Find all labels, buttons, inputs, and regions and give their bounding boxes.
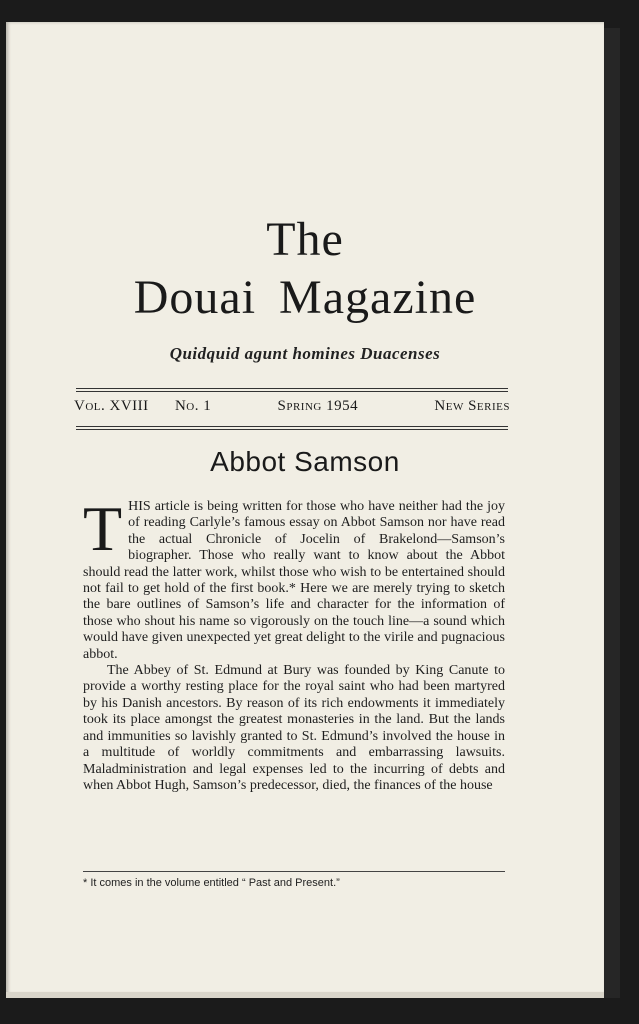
- divider-rule: [76, 388, 508, 389]
- issue-season: Spring 1954: [277, 398, 359, 414]
- article-title: Abbot Samson: [210, 446, 400, 477]
- article-paragraph-1: [83, 493, 505, 663]
- masthead-title-the: The: [266, 213, 344, 266]
- paragraph-1-text: HIS article is being written for those who have neither had the joy of reading Carlyle’s famous essay on Abbot Samson nor have read the actual Chronicle of Jocelin of Brakelond—Samson’s biographer. Those who really want to know about the Abbot should read the latter work, whilst those who wish to be entertained should not fail to get hold of the first book.* Here we are merely trying to sketch the bare outlines of Samson’s life and character for the information of those who shout his name so vigorously on the touch line—a sound which would have given unexpected yet great delight to the virile and pugnacious abbot.: [83, 499, 505, 662]
- masthead-motto: Quidquid agunt homines Duacenses: [169, 344, 441, 363]
- page-edge: [6, 992, 604, 998]
- divider-rule: [76, 429, 508, 430]
- drop-cap: T: [83, 493, 123, 564]
- footnote-divider: [83, 871, 505, 872]
- issue-volume: Vol. XVIII: [74, 398, 149, 414]
- divider-rule: [76, 426, 508, 427]
- article-body: [83, 493, 505, 794]
- issue-series: New Series: [434, 398, 510, 414]
- article-paragraph-2: The Abbey of St. Edmund at Bury was founded by King Canute to provide a worthy resting place for the royal saint who had been martyred by his Danish ancestors. By reason of its rich endowments it immediately took its place amongst the greatest monasteries in the land. But the lands and immunities so lavishly granted to St. Edmund’s involved the house in a multitude of worldly commitments and embarrassing lawsuits. Maladministration and legal expenses led to the incurring of debts and when Abbot Hugh, Samson’s predecessor, died, the finances of the house: [83, 663, 505, 793]
- masthead-title: Douai Magazine: [133, 271, 477, 324]
- magazine-page: [6, 22, 604, 994]
- issue-info: [74, 398, 510, 415]
- divider-rule: [76, 391, 508, 392]
- footnote: * It comes in the volume entitled “ Past and Present.”: [83, 877, 340, 889]
- issue-number: No. 1: [174, 398, 212, 414]
